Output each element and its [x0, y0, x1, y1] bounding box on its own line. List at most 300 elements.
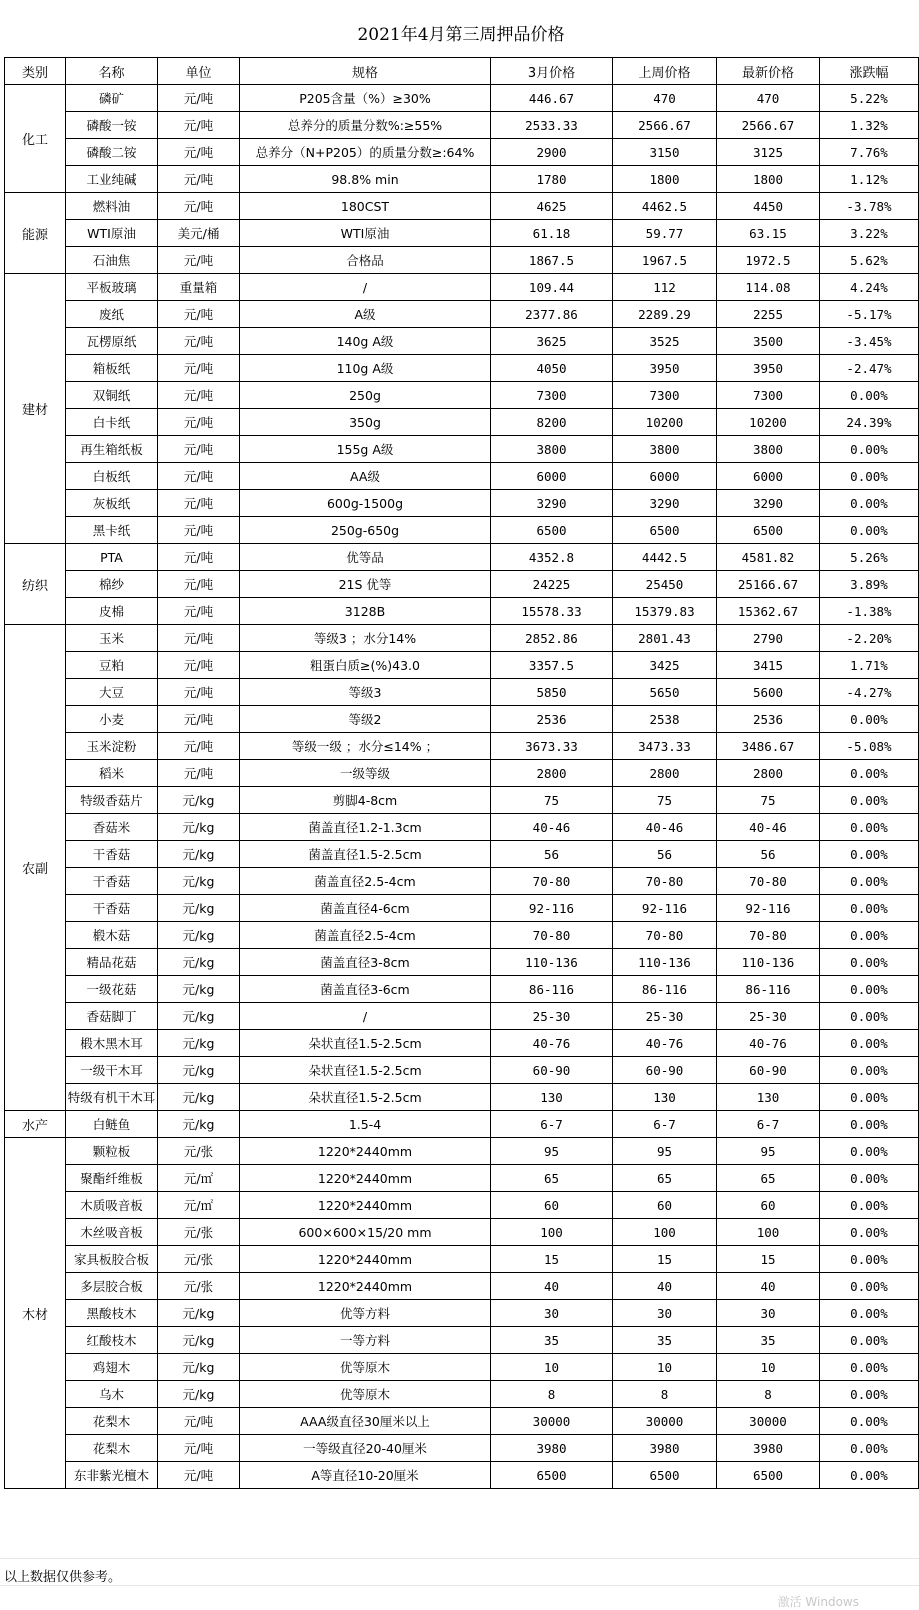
last-week-price-cell: 6500 [613, 1462, 717, 1489]
spec-cell: 菌盖直径1.2-1.3cm [240, 814, 491, 841]
table-row [5, 1381, 919, 1408]
unit-cell: 重量箱 [158, 274, 240, 301]
spec-cell: 140g A级 [240, 328, 491, 355]
change-pct-cell: 0.00% [820, 490, 919, 517]
march-price-cell: 5850 [491, 679, 613, 706]
spec-cell: 总养分的质量分数%:≥55% [240, 112, 491, 139]
item-name-cell: 木丝吸音板 [66, 1219, 158, 1246]
change-pct-cell: 1.12% [820, 166, 919, 193]
unit-cell: 元/吨 [158, 733, 240, 760]
latest-price-cell: 2536 [717, 706, 820, 733]
category-cell: 化工 [5, 85, 66, 193]
latest-price-cell: 3800 [717, 436, 820, 463]
change-pct-cell: 0.00% [820, 1408, 919, 1435]
latest-price-cell: 92-116 [717, 895, 820, 922]
header-cell: 3月价格 [491, 58, 613, 85]
unit-cell: 元/张 [158, 1273, 240, 1300]
change-pct-cell: -3.45% [820, 328, 919, 355]
change-pct-cell: -2.20% [820, 625, 919, 652]
march-price-cell: 10 [491, 1354, 613, 1381]
last-week-price-cell: 40 [613, 1273, 717, 1300]
unit-cell: 元/kg [158, 949, 240, 976]
spec-cell: 菌盖直径3-8cm [240, 949, 491, 976]
item-name-cell: 一级干木耳 [66, 1057, 158, 1084]
march-price-cell: 30000 [491, 1408, 613, 1435]
march-price-cell: 24225 [491, 571, 613, 598]
last-week-price-cell: 30000 [613, 1408, 717, 1435]
spec-cell: / [240, 1003, 491, 1030]
table-row [5, 652, 919, 679]
item-name-cell: 燃料油 [66, 193, 158, 220]
unit-cell: 元/kg [158, 841, 240, 868]
item-name-cell: 木质吸音板 [66, 1192, 158, 1219]
march-price-cell: 1780 [491, 166, 613, 193]
last-week-price-cell: 4442.5 [613, 544, 717, 571]
item-name-cell: 工业纯碱 [66, 166, 158, 193]
table-row [5, 1165, 919, 1192]
table-row [5, 1219, 919, 1246]
latest-price-cell: 114.08 [717, 274, 820, 301]
unit-cell: 元/kg [158, 1381, 240, 1408]
gridline [0, 1585, 919, 1586]
header-cell: 单位 [158, 58, 240, 85]
item-name-cell: 白卡纸 [66, 409, 158, 436]
march-price-cell: 15 [491, 1246, 613, 1273]
latest-price-cell: 10 [717, 1354, 820, 1381]
spec-cell: 600×600×15/20 mm [240, 1219, 491, 1246]
table-row [5, 1435, 919, 1462]
latest-price-cell: 4581.82 [717, 544, 820, 571]
latest-price-cell: 56 [717, 841, 820, 868]
last-week-price-cell: 25-30 [613, 1003, 717, 1030]
last-week-price-cell: 40-46 [613, 814, 717, 841]
table-row [5, 247, 919, 274]
change-pct-cell: 5.22% [820, 85, 919, 112]
last-week-price-cell: 1800 [613, 166, 717, 193]
unit-cell: 元/张 [158, 1246, 240, 1273]
change-pct-cell: 0.00% [820, 841, 919, 868]
item-name-cell: 皮棉 [66, 598, 158, 625]
gridline [0, 1558, 919, 1559]
header-cell: 最新价格 [717, 58, 820, 85]
table-row [5, 1327, 919, 1354]
unit-cell: 元/吨 [158, 625, 240, 652]
header-cell: 类别 [5, 58, 66, 85]
item-name-cell: 香菇脚丁 [66, 1003, 158, 1030]
change-pct-cell: 0.00% [820, 1138, 919, 1165]
category-cell: 纺织 [5, 544, 66, 625]
change-pct-cell: 0.00% [820, 463, 919, 490]
latest-price-cell: 470 [717, 85, 820, 112]
change-pct-cell: 0.00% [820, 706, 919, 733]
header-cell: 名称 [66, 58, 158, 85]
latest-price-cell: 1972.5 [717, 247, 820, 274]
spec-cell: AA级 [240, 463, 491, 490]
latest-price-cell: 100 [717, 1219, 820, 1246]
last-week-price-cell: 130 [613, 1084, 717, 1111]
unit-cell: 元/kg [158, 1354, 240, 1381]
last-week-price-cell: 3473.33 [613, 733, 717, 760]
spec-cell: / [240, 274, 491, 301]
category-cell: 农副 [5, 625, 66, 1111]
march-price-cell: 3673.33 [491, 733, 613, 760]
last-week-price-cell: 70-80 [613, 922, 717, 949]
unit-cell: 元/kg [158, 976, 240, 1003]
change-pct-cell: 0.00% [820, 814, 919, 841]
unit-cell: 元/kg [158, 1300, 240, 1327]
change-pct-cell: 0.00% [820, 1300, 919, 1327]
table-row [5, 139, 919, 166]
table-row [5, 679, 919, 706]
spec-cell: 98.8% min [240, 166, 491, 193]
spec-cell: 等级3 ；水分14% [240, 625, 491, 652]
spec-cell: 优等原木 [240, 1381, 491, 1408]
table-row [5, 1084, 919, 1111]
unit-cell: 元/kg [158, 1030, 240, 1057]
change-pct-cell: 0.00% [820, 1435, 919, 1462]
last-week-price-cell: 3425 [613, 652, 717, 679]
last-week-price-cell: 6-7 [613, 1111, 717, 1138]
change-pct-cell: 0.00% [820, 1381, 919, 1408]
unit-cell: 元/吨 [158, 760, 240, 787]
spec-cell: 等级3 [240, 679, 491, 706]
last-week-price-cell: 60 [613, 1192, 717, 1219]
last-week-price-cell: 10200 [613, 409, 717, 436]
spec-cell: 一级等级 [240, 760, 491, 787]
unit-cell: 元/吨 [158, 1435, 240, 1462]
change-pct-cell: 1.32% [820, 112, 919, 139]
unit-cell: 元/吨 [158, 247, 240, 274]
march-price-cell: 2533.33 [491, 112, 613, 139]
last-week-price-cell: 3290 [613, 490, 717, 517]
spec-cell: A级 [240, 301, 491, 328]
unit-cell: 元/kg [158, 895, 240, 922]
spec-cell: 菌盖直径2.5-4cm [240, 868, 491, 895]
unit-cell: 元/吨 [158, 598, 240, 625]
item-name-cell: 棉纱 [66, 571, 158, 598]
change-pct-cell: 0.00% [820, 1084, 919, 1111]
item-name-cell: 家具板胶合板 [66, 1246, 158, 1273]
unit-cell: 元/吨 [158, 706, 240, 733]
march-price-cell: 61.18 [491, 220, 613, 247]
item-name-cell: 黑酸枝木 [66, 1300, 158, 1327]
latest-price-cell: 25166.67 [717, 571, 820, 598]
table-row [5, 1246, 919, 1273]
latest-price-cell: 86-116 [717, 976, 820, 1003]
latest-price-cell: 2800 [717, 760, 820, 787]
spec-cell: 350g [240, 409, 491, 436]
item-name-cell: 双铜纸 [66, 382, 158, 409]
header-cell: 上周价格 [613, 58, 717, 85]
item-name-cell: 特级有机干木耳 [66, 1084, 158, 1111]
last-week-price-cell: 6000 [613, 463, 717, 490]
last-week-price-cell: 15379.83 [613, 598, 717, 625]
table-row [5, 868, 919, 895]
last-week-price-cell: 60-90 [613, 1057, 717, 1084]
spec-cell: 优等品 [240, 544, 491, 571]
unit-cell: 元/kg [158, 868, 240, 895]
latest-price-cell: 1800 [717, 166, 820, 193]
march-price-cell: 40-46 [491, 814, 613, 841]
march-price-cell: 8 [491, 1381, 613, 1408]
table-body [5, 85, 919, 1489]
march-price-cell: 60 [491, 1192, 613, 1219]
table-row [5, 1408, 919, 1435]
change-pct-cell: -4.27% [820, 679, 919, 706]
item-name-cell: 废纸 [66, 301, 158, 328]
change-pct-cell: 0.00% [820, 976, 919, 1003]
march-price-cell: 6500 [491, 1462, 613, 1489]
spec-cell: 250g-650g [240, 517, 491, 544]
change-pct-cell: 0.00% [820, 1462, 919, 1489]
unit-cell: 元/吨 [158, 463, 240, 490]
spec-cell: AAA级直径30厘米以上 [240, 1408, 491, 1435]
latest-price-cell: 3980 [717, 1435, 820, 1462]
march-price-cell: 6-7 [491, 1111, 613, 1138]
item-name-cell: 红酸枝木 [66, 1327, 158, 1354]
item-name-cell: 小麦 [66, 706, 158, 733]
latest-price-cell: 6500 [717, 1462, 820, 1489]
latest-price-cell: 4450 [717, 193, 820, 220]
item-name-cell: 乌木 [66, 1381, 158, 1408]
table-row [5, 85, 919, 112]
latest-price-cell: 15362.67 [717, 598, 820, 625]
unit-cell: 元/㎡ [158, 1165, 240, 1192]
item-name-cell: 椴木黑木耳 [66, 1030, 158, 1057]
change-pct-cell: 0.00% [820, 1111, 919, 1138]
last-week-price-cell: 8 [613, 1381, 717, 1408]
item-name-cell: 花梨木 [66, 1435, 158, 1462]
change-pct-cell: 0.00% [820, 1273, 919, 1300]
march-price-cell: 3625 [491, 328, 613, 355]
table-row [5, 544, 919, 571]
table-row [5, 193, 919, 220]
spec-cell: A等直径10-20厘米 [240, 1462, 491, 1489]
table-row [5, 1273, 919, 1300]
spec-cell: 250g [240, 382, 491, 409]
item-name-cell: 干香菇 [66, 895, 158, 922]
unit-cell: 元/kg [158, 1111, 240, 1138]
table-row [5, 301, 919, 328]
spec-cell: 1220*2440mm [240, 1138, 491, 1165]
march-price-cell: 70-80 [491, 868, 613, 895]
change-pct-cell: -1.38% [820, 598, 919, 625]
latest-price-cell: 6000 [717, 463, 820, 490]
table-row [5, 571, 919, 598]
latest-price-cell: 70-80 [717, 922, 820, 949]
march-price-cell: 95 [491, 1138, 613, 1165]
table-row [5, 625, 919, 652]
spec-cell: 3128B [240, 598, 491, 625]
last-week-price-cell: 25450 [613, 571, 717, 598]
item-name-cell: 椴木菇 [66, 922, 158, 949]
last-week-price-cell: 65 [613, 1165, 717, 1192]
table-row [5, 1192, 919, 1219]
unit-cell: 元/kg [158, 1057, 240, 1084]
table-row [5, 409, 919, 436]
last-week-price-cell: 5650 [613, 679, 717, 706]
last-week-price-cell: 2538 [613, 706, 717, 733]
latest-price-cell: 7300 [717, 382, 820, 409]
category-cell: 能源 [5, 193, 66, 274]
unit-cell: 元/kg [158, 814, 240, 841]
item-name-cell: 石油焦 [66, 247, 158, 274]
march-price-cell: 6000 [491, 463, 613, 490]
march-price-cell: 3980 [491, 1435, 613, 1462]
item-name-cell: 鸡翅木 [66, 1354, 158, 1381]
latest-price-cell: 6500 [717, 517, 820, 544]
march-price-cell: 30 [491, 1300, 613, 1327]
latest-price-cell: 5600 [717, 679, 820, 706]
latest-price-cell: 6-7 [717, 1111, 820, 1138]
change-pct-cell: 5.62% [820, 247, 919, 274]
change-pct-cell: 0.00% [820, 1003, 919, 1030]
item-name-cell: 玉米淀粉 [66, 733, 158, 760]
category-cell: 水产 [5, 1111, 66, 1138]
last-week-price-cell: 470 [613, 85, 717, 112]
table-row [5, 1003, 919, 1030]
last-week-price-cell: 30 [613, 1300, 717, 1327]
change-pct-cell: 7.76% [820, 139, 919, 166]
unit-cell: 元/吨 [158, 301, 240, 328]
march-price-cell: 7300 [491, 382, 613, 409]
item-name-cell: 聚酯纤维板 [66, 1165, 158, 1192]
march-price-cell: 35 [491, 1327, 613, 1354]
table-row [5, 976, 919, 1003]
item-name-cell: 磷酸二铵 [66, 139, 158, 166]
march-price-cell: 15578.33 [491, 598, 613, 625]
spec-cell: 1220*2440mm [240, 1165, 491, 1192]
change-pct-cell: 0.00% [820, 1030, 919, 1057]
item-name-cell: 干香菇 [66, 868, 158, 895]
table-row [5, 1138, 919, 1165]
march-price-cell: 8200 [491, 409, 613, 436]
table-row [5, 490, 919, 517]
change-pct-cell: -5.17% [820, 301, 919, 328]
change-pct-cell: 4.24% [820, 274, 919, 301]
last-week-price-cell: 10 [613, 1354, 717, 1381]
last-week-price-cell: 6500 [613, 517, 717, 544]
latest-price-cell: 60 [717, 1192, 820, 1219]
table-row [5, 1354, 919, 1381]
march-price-cell: 25-30 [491, 1003, 613, 1030]
item-name-cell: 花梨木 [66, 1408, 158, 1435]
table-row [5, 220, 919, 247]
march-price-cell: 65 [491, 1165, 613, 1192]
spec-cell: 一等级直径20-40厘米 [240, 1435, 491, 1462]
last-week-price-cell: 40-76 [613, 1030, 717, 1057]
unit-cell: 元/kg [158, 922, 240, 949]
march-price-cell: 130 [491, 1084, 613, 1111]
sheet-title: 2021年4月第三周押品价格 [357, 24, 565, 45]
item-name-cell: 玉米 [66, 625, 158, 652]
latest-price-cell: 2790 [717, 625, 820, 652]
march-price-cell: 56 [491, 841, 613, 868]
unit-cell: 元/kg [158, 1003, 240, 1030]
march-price-cell: 2900 [491, 139, 613, 166]
spec-cell: 155g A级 [240, 436, 491, 463]
march-price-cell: 110-136 [491, 949, 613, 976]
item-name-cell: 平板玻璃 [66, 274, 158, 301]
last-week-price-cell: 75 [613, 787, 717, 814]
unit-cell: 元/张 [158, 1219, 240, 1246]
item-name-cell: 白鲢鱼 [66, 1111, 158, 1138]
unit-cell: 元/吨 [158, 409, 240, 436]
unit-cell: 元/吨 [158, 139, 240, 166]
change-pct-cell: 0.00% [820, 922, 919, 949]
table-row [5, 787, 919, 814]
unit-cell: 元/kg [158, 1327, 240, 1354]
spec-cell: 优等原木 [240, 1354, 491, 1381]
spec-cell: 1220*2440mm [240, 1246, 491, 1273]
march-price-cell: 3290 [491, 490, 613, 517]
march-price-cell: 6500 [491, 517, 613, 544]
change-pct-cell: 0.00% [820, 1246, 919, 1273]
table-row [5, 517, 919, 544]
latest-price-cell: 2255 [717, 301, 820, 328]
activation-watermark: 激活 Windows [777, 1595, 859, 1609]
change-pct-cell: -3.78% [820, 193, 919, 220]
march-price-cell: 2536 [491, 706, 613, 733]
unit-cell: 元/吨 [158, 85, 240, 112]
latest-price-cell: 25-30 [717, 1003, 820, 1030]
latest-price-cell: 8 [717, 1381, 820, 1408]
unit-cell: 元/吨 [158, 328, 240, 355]
spec-cell: 总养分（N+P205）的质量分数≥:64% [240, 139, 491, 166]
march-price-cell: 86-116 [491, 976, 613, 1003]
item-name-cell: 箱板纸 [66, 355, 158, 382]
table-row [5, 355, 919, 382]
change-pct-cell: 3.89% [820, 571, 919, 598]
change-pct-cell: 0.00% [820, 382, 919, 409]
unit-cell: 元/吨 [158, 166, 240, 193]
unit-cell: 元/吨 [158, 382, 240, 409]
last-week-price-cell: 2801.43 [613, 625, 717, 652]
change-pct-cell: 0.00% [820, 1354, 919, 1381]
last-week-price-cell: 3525 [613, 328, 717, 355]
change-pct-cell: 24.39% [820, 409, 919, 436]
table-row [5, 436, 919, 463]
change-pct-cell: 0.00% [820, 895, 919, 922]
last-week-price-cell: 70-80 [613, 868, 717, 895]
latest-price-cell: 30000 [717, 1408, 820, 1435]
march-price-cell: 2800 [491, 760, 613, 787]
change-pct-cell: 0.00% [820, 1327, 919, 1354]
march-price-cell: 75 [491, 787, 613, 814]
spec-cell: 1.5-4 [240, 1111, 491, 1138]
unit-cell: 元/吨 [158, 1408, 240, 1435]
last-week-price-cell: 35 [613, 1327, 717, 1354]
unit-cell: 元/kg [158, 787, 240, 814]
table-row [5, 1462, 919, 1489]
unit-cell: 元/kg [158, 1084, 240, 1111]
change-pct-cell: 0.00% [820, 1219, 919, 1246]
item-name-cell: 磷矿 [66, 85, 158, 112]
item-name-cell: WTI原油 [66, 220, 158, 247]
unit-cell: 美元/桶 [158, 220, 240, 247]
spec-cell: WTI原油 [240, 220, 491, 247]
latest-price-cell: 3290 [717, 490, 820, 517]
latest-price-cell: 95 [717, 1138, 820, 1165]
item-name-cell: 多层胶合板 [66, 1273, 158, 1300]
price-table [4, 57, 919, 1489]
change-pct-cell: 0.00% [820, 1165, 919, 1192]
march-price-cell: 1867.5 [491, 247, 613, 274]
item-name-cell: 瓦楞原纸 [66, 328, 158, 355]
latest-price-cell: 40-76 [717, 1030, 820, 1057]
march-price-cell: 100 [491, 1219, 613, 1246]
item-name-cell: 香菇米 [66, 814, 158, 841]
